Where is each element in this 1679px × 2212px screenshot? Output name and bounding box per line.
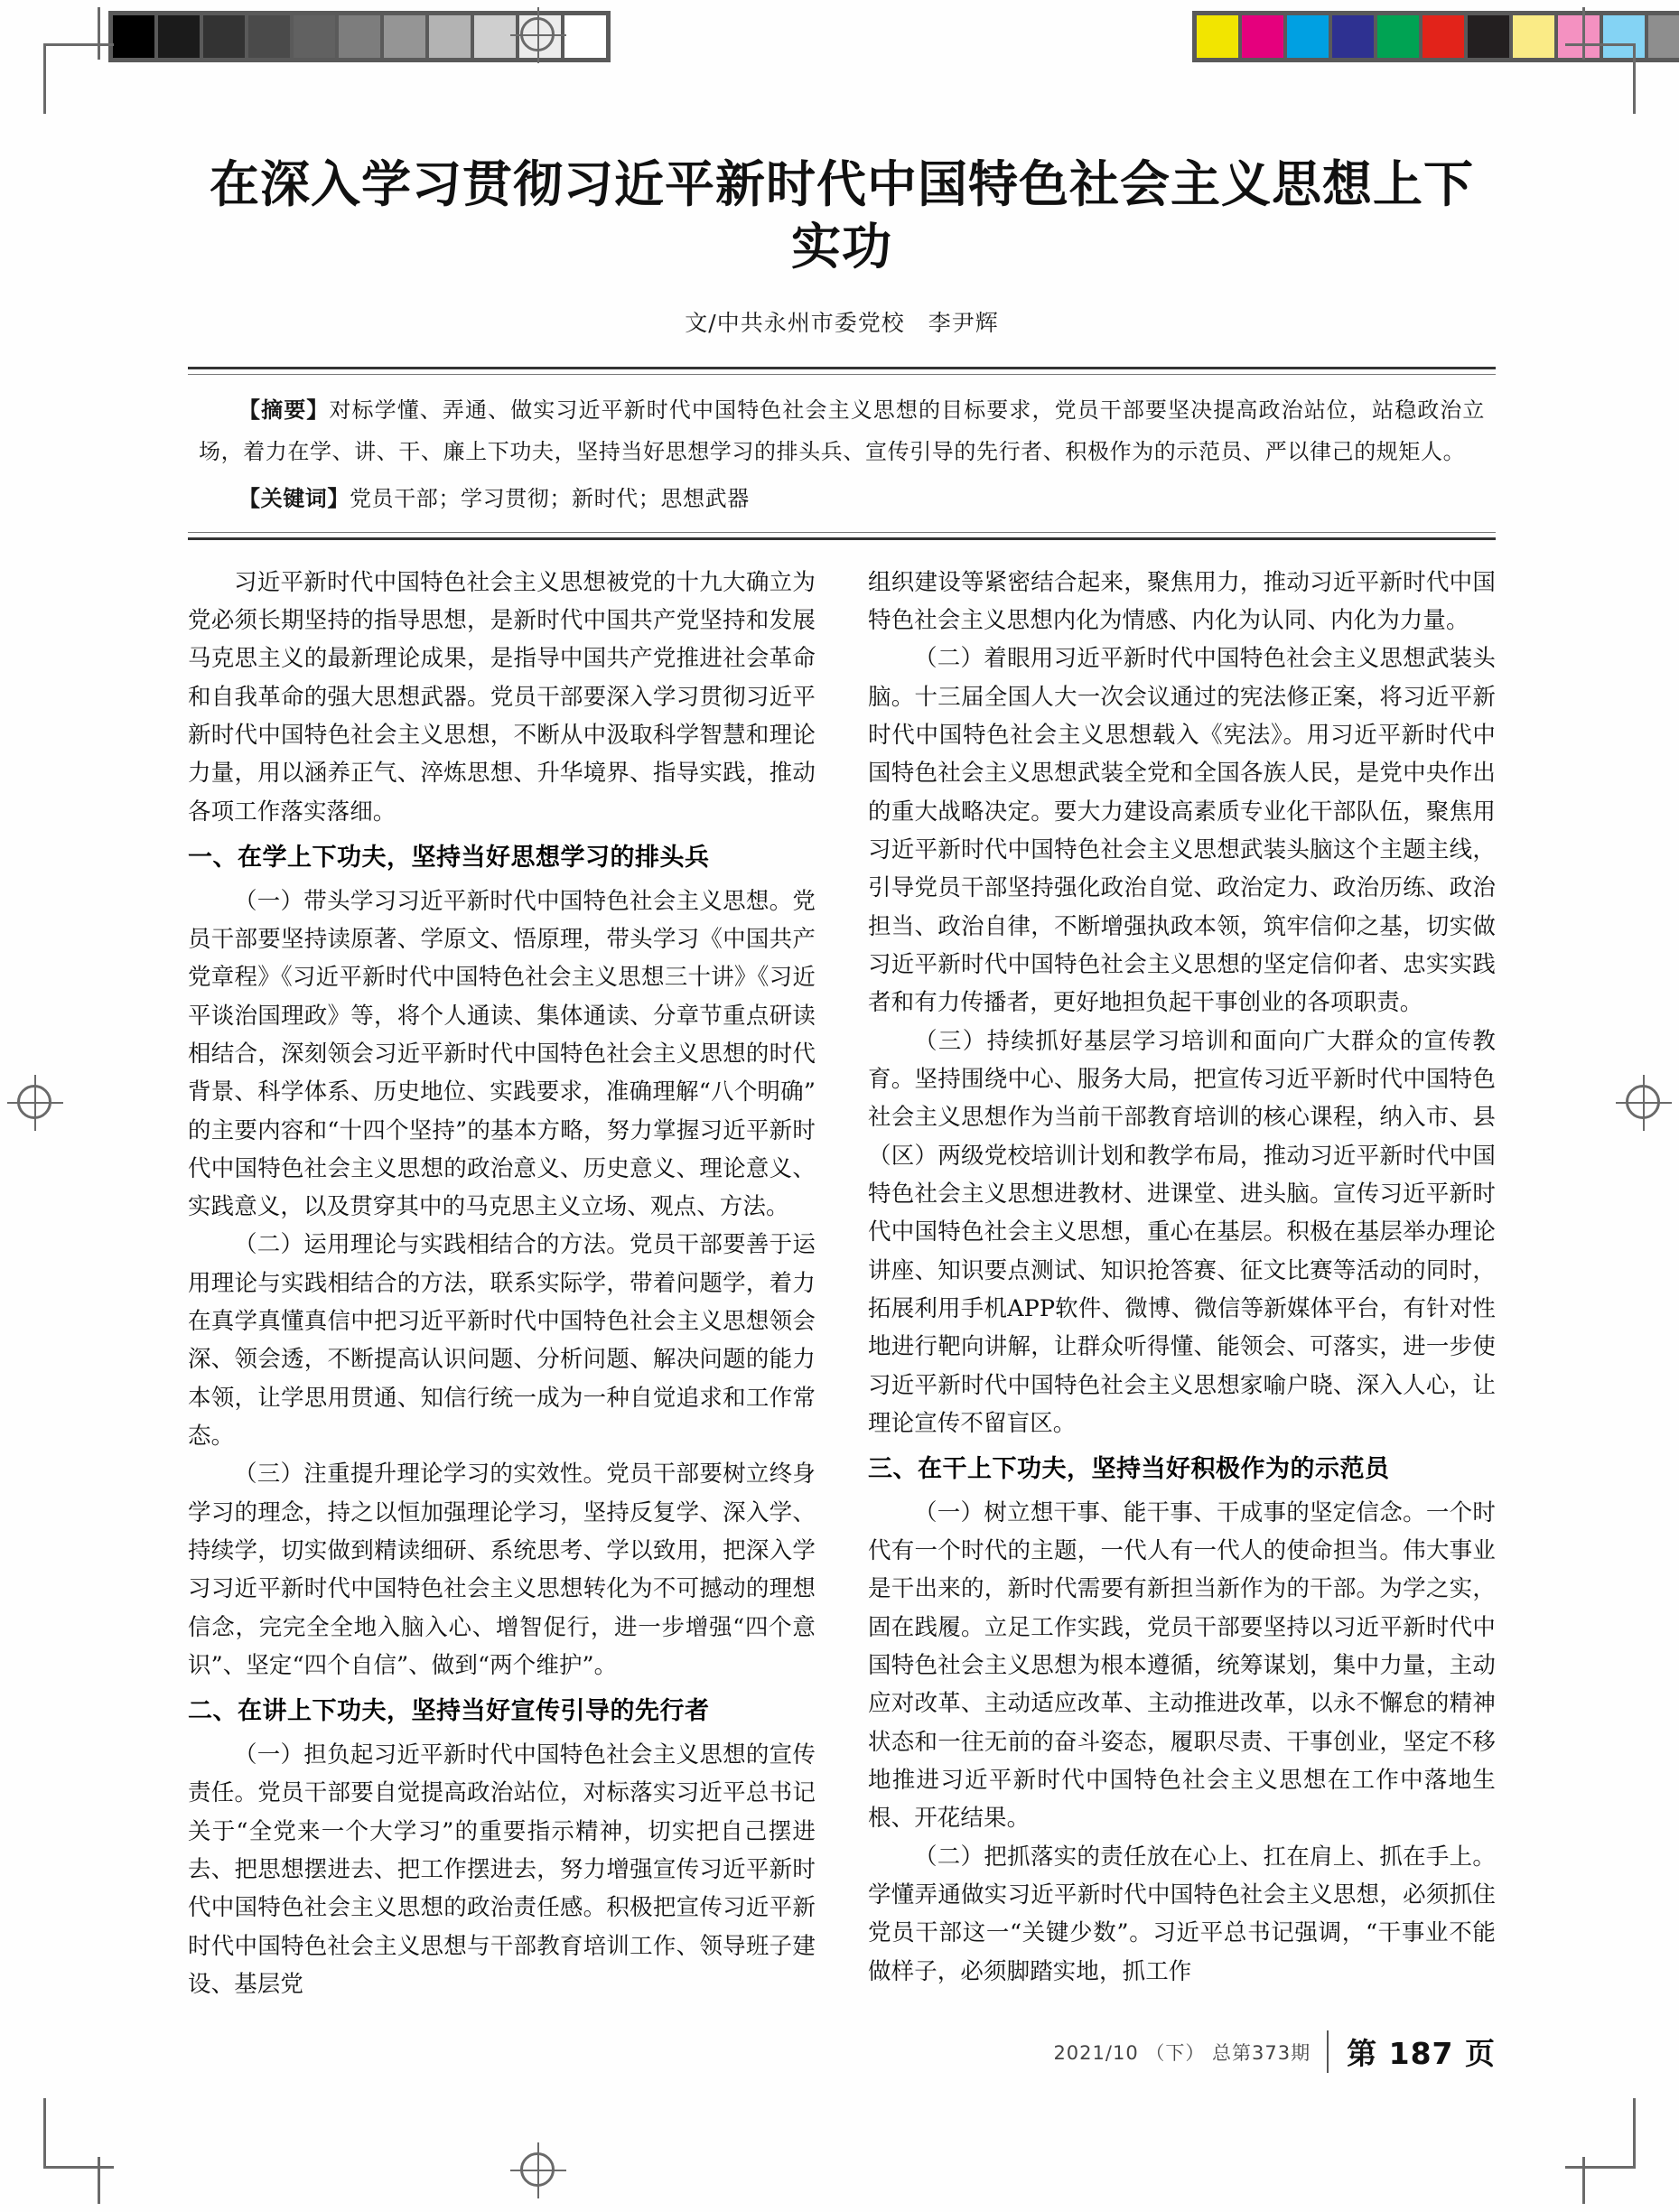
grayscale-swatch-4 <box>294 15 335 58</box>
page-title: 在深入学习贯彻习近平新时代中国特色社会主义思想上下实功 <box>209 154 1474 275</box>
color-swatch-1 <box>1242 15 1283 58</box>
paragraph-1-3: （三）注重提升理论学习的实效性。党员干部要树立终身学习的理念，持之以恒加强理论学习，坚持反复学、深入学、持续学，切实做到精读细研、系统思考、学以致用，把深入学习习近平新时代中国特色社会主义思想转化为不可撼动的理想信念，完完全全地入脑入心、增智促行，进一步增强“四个意识”、坚定“四个自信”、做到“两个维护”。 <box>188 1461 816 1680</box>
color-swatch-2 <box>1287 15 1329 58</box>
grayscale-swatch-5 <box>339 15 380 58</box>
grayscale-swatch-0 <box>113 15 154 58</box>
paragraph-2-1-continued: 组织建设等紧密结合起来，聚焦用力，推动习近平新时代中国特色社会主义思想内化为情感、内化为认同、内化为力量。 <box>868 568 1496 635</box>
crop-mark-top-left <box>43 43 114 114</box>
section-heading-2: 二、在讲上下功夫，坚持当好宣传引导的先行者 <box>188 1697 710 1726</box>
grayscale-swatch-7 <box>429 15 471 58</box>
paragraph-1-1: （一）带头学习习近平新时代中国特色社会主义思想。党员干部要坚持读原著、学原文、悟原理，带头学习《中国共产党章程》《习近平新时代中国特色社会主义思想三十讲》《习近平谈治国理政》等，将个人通读、集体通读、分章节重点研读相结合，深刻领会习近平新时代中国特色社会主义思想的时代背景、科学体系、历史地位、实践要求，准确理解“八个明确”的主要内容和“十四个坚持”的基本方略，努力掌握习近平新时代中国特色社会主义思想的政治意义、历史意义、理论意义、实践意义，以及贯穿其中的马克思主义立场、观点、方法。 <box>188 887 816 1221</box>
color-swatch-10 <box>1648 15 1679 58</box>
edge-tick-right-lower <box>1582 2157 1585 2204</box>
grayscale-swatch-2 <box>203 15 245 58</box>
abstract-paragraph <box>199 389 1485 472</box>
color-swatch-5 <box>1422 15 1464 58</box>
registration-target-left <box>7 1075 63 1131</box>
left-column <box>188 564 816 2003</box>
page-number: 第 187 页 <box>1327 2030 1496 2073</box>
paragraph-3-1: （一）树立想干事、能干事、干成事的坚定信念。一个时代有一个时代的主题，一代人有一代人的使命担当。伟大事业是干出来的，新时代需要有新担当新作为的干部。为学之实，固在践履。立足工作实践，党员干部要坚持以习近平新时代中国特色社会主义思想为根本遵循，统筹谋划，集中力量，主动应对改革、主动适应改革、主动推进改革，以永不懈怠的精神状态和一往无前的奋斗姿态，履职尽责、干事创业，坚定不移地推进习近平新时代中国特色社会主义思想在工作中落地生根、开花结果。 <box>868 1498 1496 1833</box>
paragraph-2-2: （二）着眼用习近平新时代中国特色社会主义思想武装头脑。十三届全国人大一次会议通过的宪法修正案，将习近平新时代中国特色社会主义思想载入《宪法》。用习近平新时代中国特色社会主义思想武装全党和全国各族人民，是党中央作出的重大战略决定。要大力建设高素质专业化干部队伍，聚焦用习近平新时代中国特色社会主义思想武装头脑这个主题主线，引导党员干部坚持强化政治自觉、政治定力、政治历练、政治担当、政治自律，不断增强执政本领，筑牢信仰之基，切实做习近平新时代中国特色社会主义思想的坚定信仰者、忠实实践者和有力传播者，更好地担负起干事创业的各项职责。 <box>868 645 1496 1017</box>
grayscale-swatch-3 <box>248 15 290 58</box>
color-swatch-4 <box>1377 15 1419 58</box>
color-swatch-6 <box>1468 15 1509 58</box>
paragraph-1-2: （二）运用理论与实践相结合的方法。党员干部要善于运用理论与实践相结合的方法，联系实际学，带着问题学，着力在真学真懂真信中把习近平新时代中国特色社会主义思想领会深、领会透，不断提高认识问题、分析问题、解决问题的能力本领，让学思用贯通、知信行统一成为一种自觉追求和工作常态。 <box>188 1231 816 1451</box>
keywords-paragraph <box>199 478 1485 519</box>
registration-target-right <box>1616 1075 1672 1131</box>
grayscale-swatch-1 <box>158 15 200 58</box>
crop-mark-bottom-left <box>43 2098 114 2169</box>
abstract-block <box>188 367 1496 540</box>
keywords-label: 【关键词】 <box>238 484 350 511</box>
article-content <box>188 154 1496 2003</box>
paragraph-3-2: （二）把抓落实的责任放在心上、扛在肩上、抓在手上。学懂弄通做实习近平新时代中国特色社会主义思想，必须抓住党员干部这一“关键少数”。习近平总书记强调，“干事业不能做样子，必须脚踏实地，抓工作 <box>868 1843 1496 1985</box>
color-swatch-7 <box>1513 15 1554 58</box>
paragraph-2-3: （三）持续抓好基层学习培训和面向广大群众的宣传教育。坚持围绕中心、服务大局，把宣传习近平新时代中国特色社会主义思想作为当前干部教育培训的核心课程，纳入市、县（区）两级党校培训计划和教学布局，推动习近平新时代中国特色社会主义思想进教材、进课堂、进头脑。宣传习近平新时代中国特色社会主义思想，重心在基层。积极在基层举办理论讲座、知识要点测试、知识抢答赛、征文比赛等活动的同时，拓展利用手机APP软件、微博、微信等新媒体平台，有针对性地进行靶向讲解，让群众听得懂、能领会、可落实，进一步使习近平新时代中国特色社会主义思想家喻户晓、深入人心，让理论宣传不留盲区。 <box>868 1027 1496 1437</box>
abstract-label: 【摘要】 <box>238 396 330 423</box>
color-swatch-0 <box>1197 15 1238 58</box>
two-column-body <box>188 564 1496 2003</box>
page-footer <box>0 2030 1679 2073</box>
crop-mark-top-right <box>1565 43 1636 114</box>
color-swatch-3 <box>1332 15 1374 58</box>
registration-target-top <box>510 7 566 63</box>
edge-tick-left-upper <box>98 7 100 60</box>
abstract-rule-bottom <box>188 532 1496 533</box>
paragraph-2-1: （一）担负起习近平新时代中国特色社会主义思想的宣传责任。党员干部要自觉提高政治站位，对标落实习近平总书记关于“全党来一个大学习”的重要指示精神，切实把自己摆进去、把思想摆进去、把工作摆进去，努力增强宣传习近平新时代中国特色社会主义思想的政治责任感。积极把宣传习近平新时代中国特色社会主义思想与干部教育培训工作、领导班子建设、基层党 <box>188 1741 816 1998</box>
registration-target-bottom <box>510 2142 566 2198</box>
right-column <box>868 564 1496 2003</box>
crop-mark-bottom-right <box>1565 2098 1636 2169</box>
keywords-text: 党员干部；学习贯彻；新时代；思想武器 <box>350 485 750 511</box>
paragraph-intro: 习近平新时代中国特色社会主义思想被党的十九大确立为党必须长期坚持的指导思想，是新时代中国共产党坚持和发展马克思主义的最新理论成果，是指导中国共产党推进社会革命和自我革命的强大思想武器。党员干部要深入学习贯彻习近平新时代中国特色社会主义思想，不断从中汲取科学智慧和理论力量，用以涵养正气、淬炼思想、升华境界、指导实践，推动各项工作落实落细。 <box>188 568 816 826</box>
byline: 文/中共永州市委党校 李尹辉 <box>685 309 999 336</box>
section-heading-3: 三、在干上下功夫，坚持当好积极作为的示范员 <box>868 1455 1390 1484</box>
grayscale-swatch-10 <box>564 15 606 58</box>
abstract-text: 对标学懂、弄通、做实习近平新时代中国特色社会主义思想的目标要求，党员干部要坚决提高政治站位，站稳政治立场，着力在学、讲、干、廉上下功夫，坚持当好思想学习的排头兵、宣传引导的先行者、积极作为的示范员、严以律己的规矩人。 <box>199 397 1485 464</box>
edge-tick-left-lower <box>98 2157 100 2204</box>
section-heading-1: 一、在学上下功夫，坚持当好思想学习的排头兵 <box>188 844 710 873</box>
edge-tick-right-upper <box>1582 7 1585 60</box>
issue-info: 2021/10 （下） 总第373期 <box>1053 2041 1311 2064</box>
grayscale-swatch-6 <box>384 15 425 58</box>
